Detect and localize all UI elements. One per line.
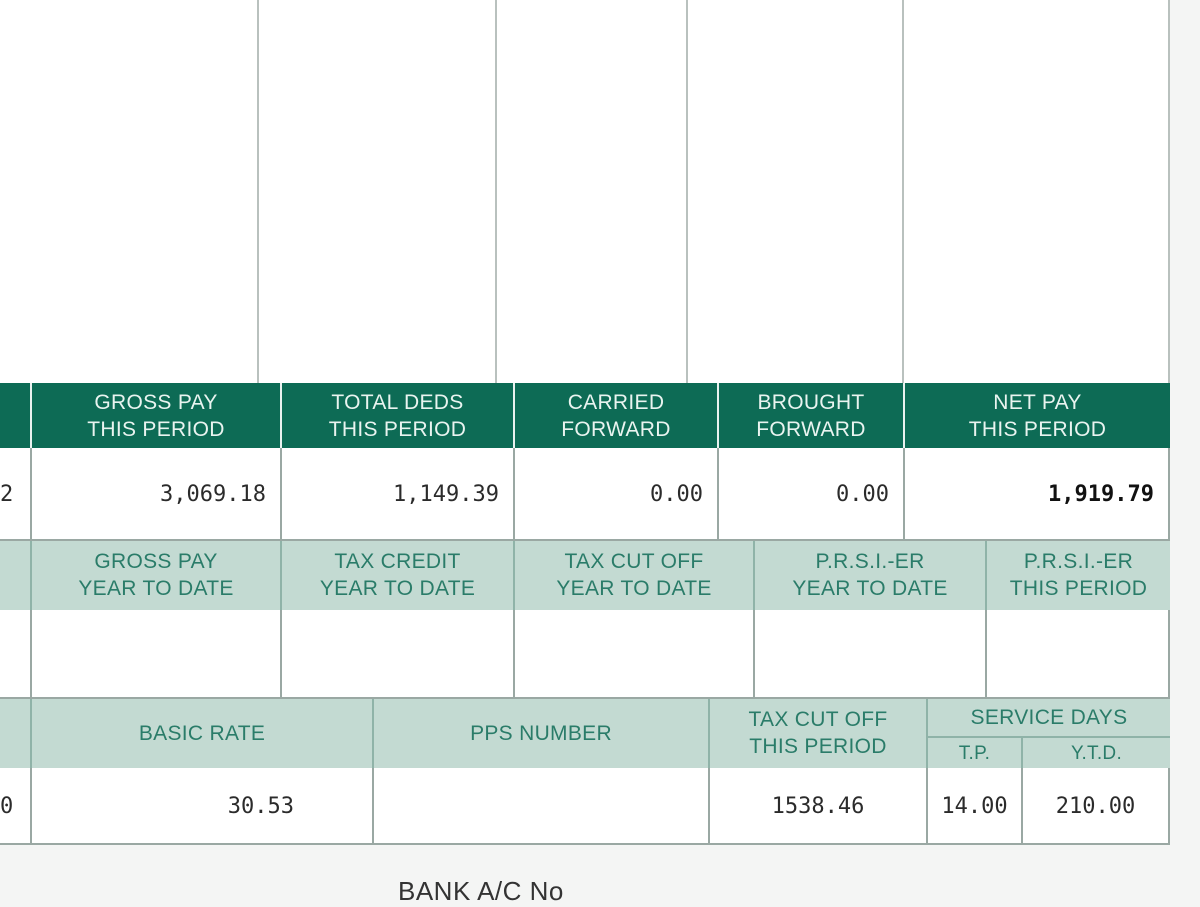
column-divider — [686, 0, 688, 383]
brought-forward-value: 0.00 — [717, 448, 903, 540]
row-divider — [0, 539, 1170, 541]
tax-credit-ytd-value — [280, 610, 513, 698]
table-bottom-border — [0, 843, 1170, 845]
carried-forward-header: CARRIED FORWARD — [513, 383, 717, 448]
prsi-er-this-period-value — [985, 610, 1170, 698]
rate-header — [0, 698, 1170, 768]
tax-cut-off-ytd-header: TAX CUT OFF YEAR TO DATE — [513, 540, 753, 610]
gross-pay-this-period-header: GROSS PAY THIS PERIOD — [30, 383, 280, 448]
gross-pay-ytd-header: GROSS PAY YEAR TO DATE — [30, 540, 280, 610]
partial-left-value: 2 — [0, 481, 14, 507]
row-divider — [0, 697, 1170, 699]
prsi-er-ytd-value — [753, 610, 985, 698]
ytd-values — [0, 610, 1170, 698]
pay-summary-values — [0, 448, 1170, 540]
bank-account-label: BANK A/C No — [398, 876, 564, 906]
column-divider — [257, 0, 259, 383]
tax-credit-ytd-header: TAX CREDIT YEAR TO DATE — [280, 540, 513, 610]
basic-rate-value: 30.53 — [30, 768, 372, 845]
pay-summary-header — [0, 383, 1170, 448]
partial-left-value: 0 — [0, 794, 14, 819]
gross-pay-this-period-value: 3,069.18 — [30, 448, 280, 540]
net-pay-this-period-value: 1,919.79 — [903, 448, 1170, 540]
tax-cut-off-this-period-header: TAX CUT OFF THIS PERIOD — [708, 698, 926, 768]
net-pay-this-period-header: NET PAY THIS PERIOD — [903, 383, 1170, 448]
ytd-header — [0, 540, 1170, 610]
column-divider — [902, 0, 904, 383]
prsi-er-ytd-header: P.R.S.I.-ER YEAR TO DATE — [753, 540, 985, 610]
service-days-tp-header: T.P. — [926, 736, 1021, 768]
service-days-header: SERVICE DAYS — [926, 698, 1170, 736]
column-divider — [1168, 0, 1170, 383]
brought-forward-header: BROUGHT FORWARD — [717, 383, 903, 448]
pps-number-header: PPS NUMBER — [372, 698, 708, 768]
rate-values — [0, 768, 1170, 845]
total-deds-this-period-value: 1,149.39 — [280, 448, 513, 540]
service-days-tp-value: 14.00 — [926, 768, 1021, 845]
service-days-ytd-value: 210.00 — [1021, 768, 1170, 845]
prsi-er-this-period-header: P.R.S.I.-ER THIS PERIOD — [985, 540, 1170, 610]
gross-pay-ytd-value — [30, 610, 280, 698]
column-divider — [495, 0, 497, 383]
carried-forward-value: 0.00 — [513, 448, 717, 540]
basic-rate-header: BASIC RATE — [30, 698, 372, 768]
service-days-ytd-header: Y.T.D. — [1021, 736, 1170, 768]
pps-number-value — [372, 768, 708, 845]
tax-cut-off-ytd-value — [513, 610, 753, 698]
total-deds-this-period-header: TOTAL DEDS THIS PERIOD — [280, 383, 513, 448]
tax-cut-off-this-period-value: 1538.46 — [708, 768, 926, 845]
